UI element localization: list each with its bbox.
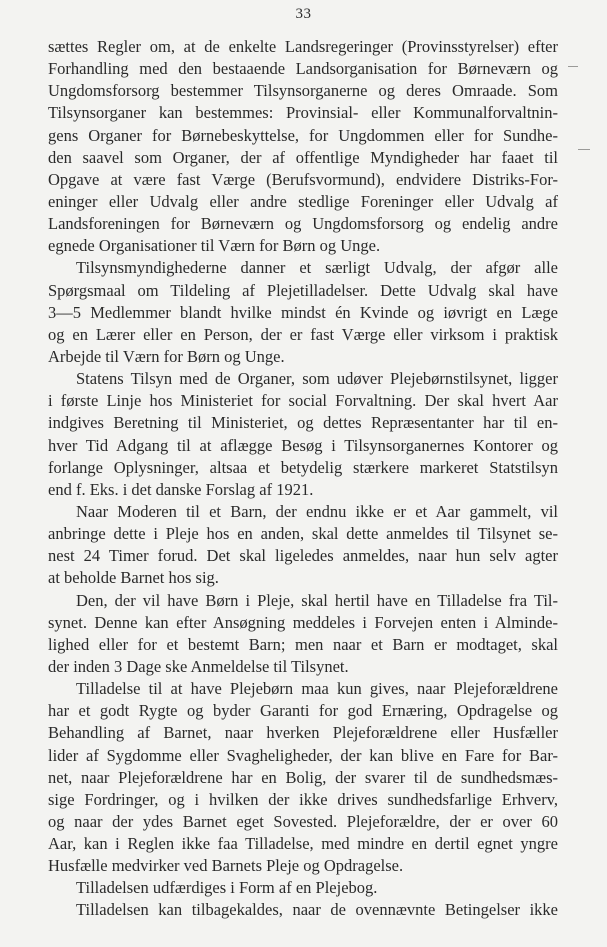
text-line: har et godt Rygte og byder Garanti for god Ernæring, Opdragelse og <box>48 701 558 721</box>
text-line: Tilsynsorganer kan bestemmes: Provinsial- eller Kommunalforvaltnin- <box>48 103 558 123</box>
text-line: gens Organer for Børnebeskyttelse, for Ungdommen eller for Sundhe- <box>48 125 558 145</box>
text-line: Arbejde til Værn for Børn og Unge. <box>48 346 285 366</box>
text-line: Landsforeningen for Børneværn og Ungdomsforsorg og endelig andre <box>48 214 558 234</box>
text-line: den saavel som Organer, der af offentlige Myndigheder har faaet til <box>48 147 558 167</box>
text-line: Den, der vil have Børn i Pleje, skal hertil have en Tilladelse fra Til- <box>76 590 558 610</box>
text-line: der inden 3 Dage ske Anmeldelse til Tilsynet. <box>48 656 349 676</box>
text-line: 3—5 Medlemmer blandt hvilke mindst én Kvinde og iøvrigt en Læge <box>48 302 558 322</box>
text-line: eninger eller Udvalg eller andre stedlige Foreninger eller Udvalg af <box>48 191 558 211</box>
text-line: forlange Oplysninger, altsaa et betydelig stærkere markeret Statstilsyn <box>48 457 558 477</box>
text-line: hver Tid Adgang til at aflægge Besøg i Tilsynsorganernes Kontorer og <box>48 435 558 455</box>
text-line: at beholde Barnet hos sig. <box>48 568 219 588</box>
text-line: egnede Organisationer til Værn for Børn og Unge. <box>48 236 381 256</box>
text-line: sige Fordringer, og i hvilken der ikke drives sundhedsfarlige Erhverv, <box>48 789 558 809</box>
page-body-text <box>48 36 558 922</box>
text-line: og naar der ydes Barnet eget Sovested. Plejeforældre, der er over 60 <box>48 811 558 831</box>
text-line: net, naar Plejeforældrene har en Bolig, der svarer til de sundhedsmæs- <box>48 767 558 787</box>
text-line: Tilladelsen udfærdiges i Form af en Plejebog. <box>76 878 378 898</box>
text-line: Husfælle medvirker ved Barnets Pleje og Opdragelse. <box>48 856 404 876</box>
paragraph <box>48 899 558 921</box>
paragraph <box>48 36 558 257</box>
text-line: nest 24 Timer forud. Det skal ligeledes anmeldes, naar hun selv agter <box>48 546 558 566</box>
text-line: indgives Beretning til Ministeriet, og dettes Repræsentanter har til en- <box>48 413 558 433</box>
scan-artifact-mark <box>568 66 578 67</box>
text-line: sættes Regler om, at de enkelte Landsregeringer (Provinsstyrelser) efter <box>48 37 558 56</box>
scan-artifact-mark <box>578 149 590 150</box>
text-line: Tilladelsen kan tilbagekaldes, naar de ovennævnte Betingelser ikke <box>76 900 558 920</box>
text-line: Behandling af Barnet, naar hverken Plejeforældrene eller Husfæller <box>48 723 558 743</box>
text-line: end f. Eks. i det danske Forslag af 1921. <box>48 479 314 499</box>
paragraph <box>48 590 558 679</box>
text-line: Opgave at være fast Værge (Berufsvormund), endvidere Distriks-For- <box>48 169 558 189</box>
text-line: lider af Sygdomme eller Svagheligheder, der kan blive en Fare for Bar- <box>48 745 558 765</box>
paragraph <box>48 877 558 899</box>
paragraph <box>48 257 558 368</box>
text-line: i første Linje hos Ministeriet for social Forvaltning. Der skal hvert Aar <box>48 391 558 411</box>
text-line: anbringe dette i Pleje hos en anden, skal dette anmeldes til Tilsynet se- <box>48 524 558 544</box>
page-number: 33 <box>295 6 312 22</box>
text-line: lighed eller for et bestemt Barn; men naar et Barn er modtaget, skal <box>48 634 558 654</box>
text-line: Ungdomsforsorg bestemmer Tilsynsorganerne og deres Omraade. Som <box>48 81 558 101</box>
text-line: Spørgsmaal om Tildeling af Plejetilladelser. Dette Udvalg skal have <box>48 280 558 300</box>
text-line: Tilladelse til at have Plejebørn maa kun gives, naar Plejeforældrene <box>76 679 558 699</box>
text-line: synet. Denne kan efter Ansøgning meddeles i Forvejen enten i Alminde- <box>48 612 558 632</box>
text-line: Forhandling med den bestaaende Landsorganisation for Børneværn og <box>48 59 558 79</box>
text-line: Aar, kan i Reglen ikke faa Tilladelse, med mindre en dertil egnet yngre <box>48 834 558 854</box>
text-line: Naar Moderen til et Barn, der endnu ikke er et Aar gammelt, vil <box>76 501 558 521</box>
paragraph <box>48 678 558 877</box>
text-line: og en Lærer eller en Person, der er fast Værge eller virksom i praktisk <box>48 324 558 344</box>
paragraph <box>48 501 558 590</box>
paragraph <box>48 368 558 501</box>
text-line: Tilsynsmyndighederne danner et særligt Udvalg, der afgør alle <box>76 258 558 278</box>
text-line: Statens Tilsyn med de Organer, som udøver Plejebørnstilsynet, ligger <box>76 369 558 389</box>
